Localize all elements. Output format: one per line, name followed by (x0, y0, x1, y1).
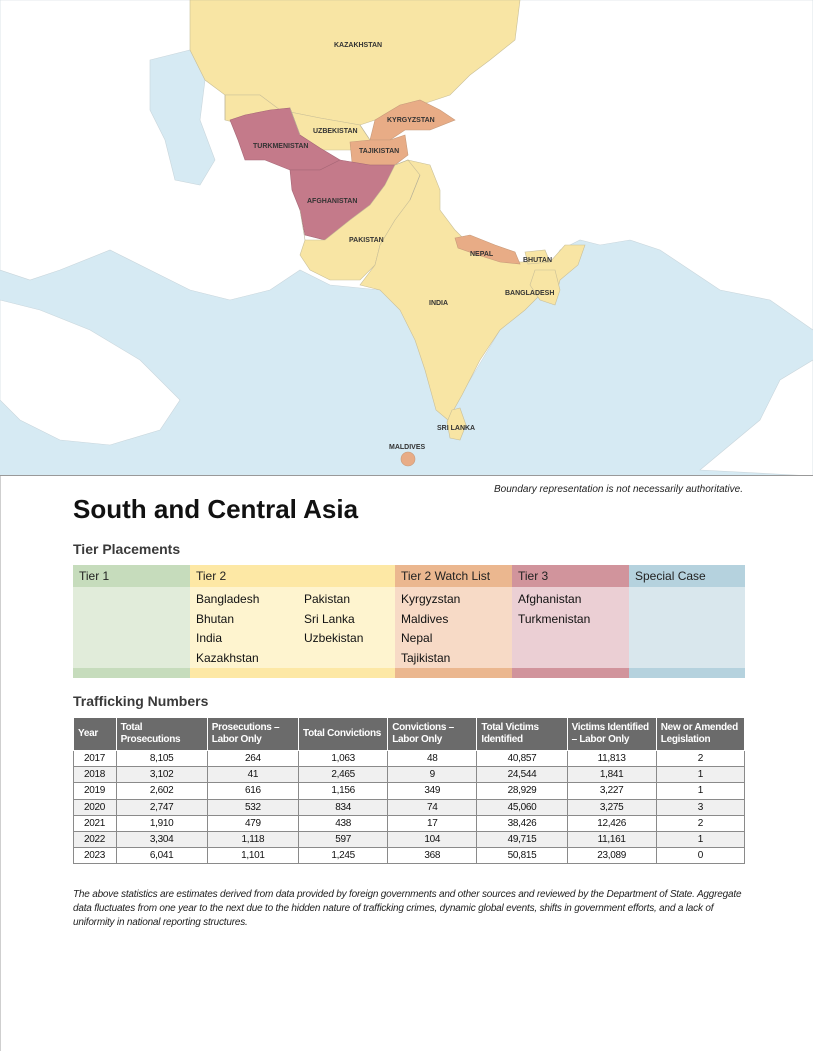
country-item: Maldives (401, 611, 449, 626)
map-label-turkmenistan: TURKMENISTAN (253, 143, 309, 150)
tier-2-body (190, 587, 395, 668)
map-label-bhutan: BHUTAN (523, 257, 553, 264)
map-label-maldives: MALDIVES (389, 444, 426, 451)
table-cell: 1,118 (207, 831, 298, 847)
tier-1-column (73, 565, 190, 678)
year-cell: 2023 (74, 848, 117, 864)
tier-2-column (190, 565, 395, 678)
table-cell: 264 (207, 751, 298, 767)
table-cell: 616 (207, 783, 298, 799)
table-header-row (74, 718, 745, 751)
page-left-rule (0, 475, 1, 1051)
column-header: Year (74, 718, 117, 751)
tier-3-countries (518, 590, 590, 665)
map-label-afghanistan: AFGHANISTAN (307, 198, 358, 205)
table-cell: 3,102 (116, 767, 207, 783)
table-cell: 45,060 (477, 799, 567, 815)
table-cell: 368 (388, 848, 477, 864)
tier-2-watch-list-footer-band (395, 668, 512, 678)
table-cell: 12,426 (567, 815, 656, 831)
map-label-kyrgyzstan: KYRGYZSTAN (387, 117, 435, 124)
trafficking-numbers-title: Trafficking Numbers (73, 693, 209, 709)
table-cell: 1,063 (299, 751, 388, 767)
column-header: Total Victims Identified (477, 718, 567, 751)
country-item: Bangladesh (196, 592, 260, 606)
table-row (74, 799, 745, 815)
tier-3-body (512, 587, 629, 668)
table-cell: 24,544 (477, 767, 567, 783)
tier-2-watch-list-countries (401, 590, 460, 665)
table-cell: 1 (656, 831, 744, 847)
column-header: New or Amended Legislation (656, 718, 744, 751)
table-cell: 11,161 (567, 831, 656, 847)
table-cell: 1,245 (299, 848, 388, 864)
table-cell: 1,910 (116, 815, 207, 831)
year-cell: 2017 (74, 751, 117, 767)
table-cell: 2,465 (299, 767, 388, 783)
column-header: Convictions – Labor Only (388, 718, 477, 751)
country-item: Turkmenistan (518, 611, 591, 626)
table-cell: 41 (207, 767, 298, 783)
tier-placements-grid (73, 565, 745, 678)
table-cell: 104 (388, 831, 477, 847)
country-item: Kyrgyzstan (401, 592, 461, 606)
table-cell: 349 (388, 783, 477, 799)
map-label-nepal: NEPAL (470, 251, 494, 258)
table-cell: 6,041 (116, 848, 207, 864)
tier-2-label: Tier 2 (190, 565, 395, 587)
map-label-kazakhstan: KAZAKHSTAN (334, 42, 383, 49)
special-case-label: Special Case (629, 565, 745, 587)
table-cell: 3,304 (116, 831, 207, 847)
table-row (74, 767, 745, 783)
table-cell: 597 (299, 831, 388, 847)
country-item: Afghanistan (518, 592, 582, 606)
tier-2-watch-list-label: Tier 2 Watch List (395, 565, 512, 587)
table-cell: 2 (656, 815, 744, 831)
map-label-india: INDIA (429, 300, 449, 307)
tier-1-label: Tier 1 (73, 565, 190, 587)
table-cell: 74 (388, 799, 477, 815)
table-row (74, 751, 745, 767)
statistics-footnote: The above statistics are estimates derived from data provided by foreign governments and other sources and reviewed by the Department of State. Aggregate data fluctuates from one year to the next due to the hidden nature of trafficking crimes, dynamic global events, shifts in government efforts, and a lack of uniformity in national reporting structures. (73, 889, 742, 928)
table-cell: 38,426 (477, 815, 567, 831)
country-item: Uzbekistan (304, 631, 364, 645)
table-cell: 1,101 (207, 848, 298, 864)
country-item: Tajikistan (401, 650, 451, 665)
tier-2-footer-band (190, 668, 395, 678)
map-label-pakistan: PAKISTAN (349, 237, 384, 244)
table-cell: 8,105 (116, 751, 207, 767)
tier-2-country-list-b (304, 590, 363, 665)
table-cell: 834 (299, 799, 388, 815)
tier-placements-title: Tier Placements (73, 541, 181, 557)
column-header: Victims Identified – Labor Only (567, 718, 656, 751)
table-cell: 3,227 (567, 783, 656, 799)
column-header: Total Prosecutions (116, 718, 207, 751)
country-item: Pakistan (304, 592, 351, 606)
year-cell: 2021 (74, 815, 117, 831)
table-cell: 28,929 (477, 783, 567, 799)
table-cell: 3,275 (567, 799, 656, 815)
table-row (74, 815, 745, 831)
page-title: South and Central Asia (73, 494, 359, 524)
tier-2-watch-list-column (395, 565, 512, 678)
map-label-uzbekistan: UZBEKISTAN (313, 128, 358, 135)
table-row (74, 831, 745, 847)
map-maldives (401, 452, 415, 466)
tier-3-column (512, 565, 629, 678)
year-cell: 2020 (74, 799, 117, 815)
column-header: Total Convictions (299, 718, 388, 751)
table-cell: 23,089 (567, 848, 656, 864)
table-cell: 49,715 (477, 831, 567, 847)
year-cell: 2018 (74, 767, 117, 783)
table-row (74, 848, 745, 864)
table-cell: 1 (656, 783, 744, 799)
table-cell: 1,156 (299, 783, 388, 799)
table-cell: 3 (656, 799, 744, 815)
table-body (74, 751, 745, 864)
country-item: Sri Lanka (304, 611, 355, 626)
table-cell: 48 (388, 751, 477, 767)
tier-2-watch-list-body (395, 587, 512, 668)
trafficking-numbers-table (73, 717, 745, 864)
year-cell: 2019 (74, 783, 117, 799)
table-cell: 2,747 (116, 799, 207, 815)
special-case-footer-band (629, 668, 745, 678)
table-cell: 532 (207, 799, 298, 815)
country-item: Bhutan (196, 611, 235, 626)
column-header: Prosecutions – Labor Only (207, 718, 298, 751)
table-cell: 2,602 (116, 783, 207, 799)
tier-1-body (73, 587, 190, 668)
table-cell: 11,813 (567, 751, 656, 767)
special-case-column (629, 565, 745, 678)
special-case-body (629, 587, 745, 668)
map-svg (0, 0, 813, 476)
map-label-tajikistan: TAJIKISTAN (359, 148, 400, 155)
table-cell: 1 (656, 767, 744, 783)
tier-1-footer-band (73, 668, 190, 678)
table-cell: 17 (388, 815, 477, 831)
table-cell: 0 (656, 848, 744, 864)
tier-3-label: Tier 3 (512, 565, 629, 587)
table-cell: 40,857 (477, 751, 567, 767)
table-row (74, 783, 745, 799)
region-map (0, 0, 813, 476)
tier-3-footer-band (512, 668, 629, 678)
map-label-bangladesh: BANGLADESH (505, 290, 555, 297)
country-item: Kazakhstan (196, 650, 259, 665)
country-item: India (196, 631, 223, 645)
table-cell: 2 (656, 751, 744, 767)
country-item: Nepal (401, 631, 433, 645)
table-cell: 9 (388, 767, 477, 783)
map-boundary-caption: Boundary representation is not necessarily authoritative. (493, 484, 743, 495)
table-cell: 479 (207, 815, 298, 831)
table-cell: 438 (299, 815, 388, 831)
tier-2-country-list-a (196, 590, 276, 665)
table-cell: 50,815 (477, 848, 567, 864)
table-cell: 1,841 (567, 767, 656, 783)
year-cell: 2022 (74, 831, 117, 847)
map-label-sri-lanka: SRI LANKA (437, 425, 476, 432)
